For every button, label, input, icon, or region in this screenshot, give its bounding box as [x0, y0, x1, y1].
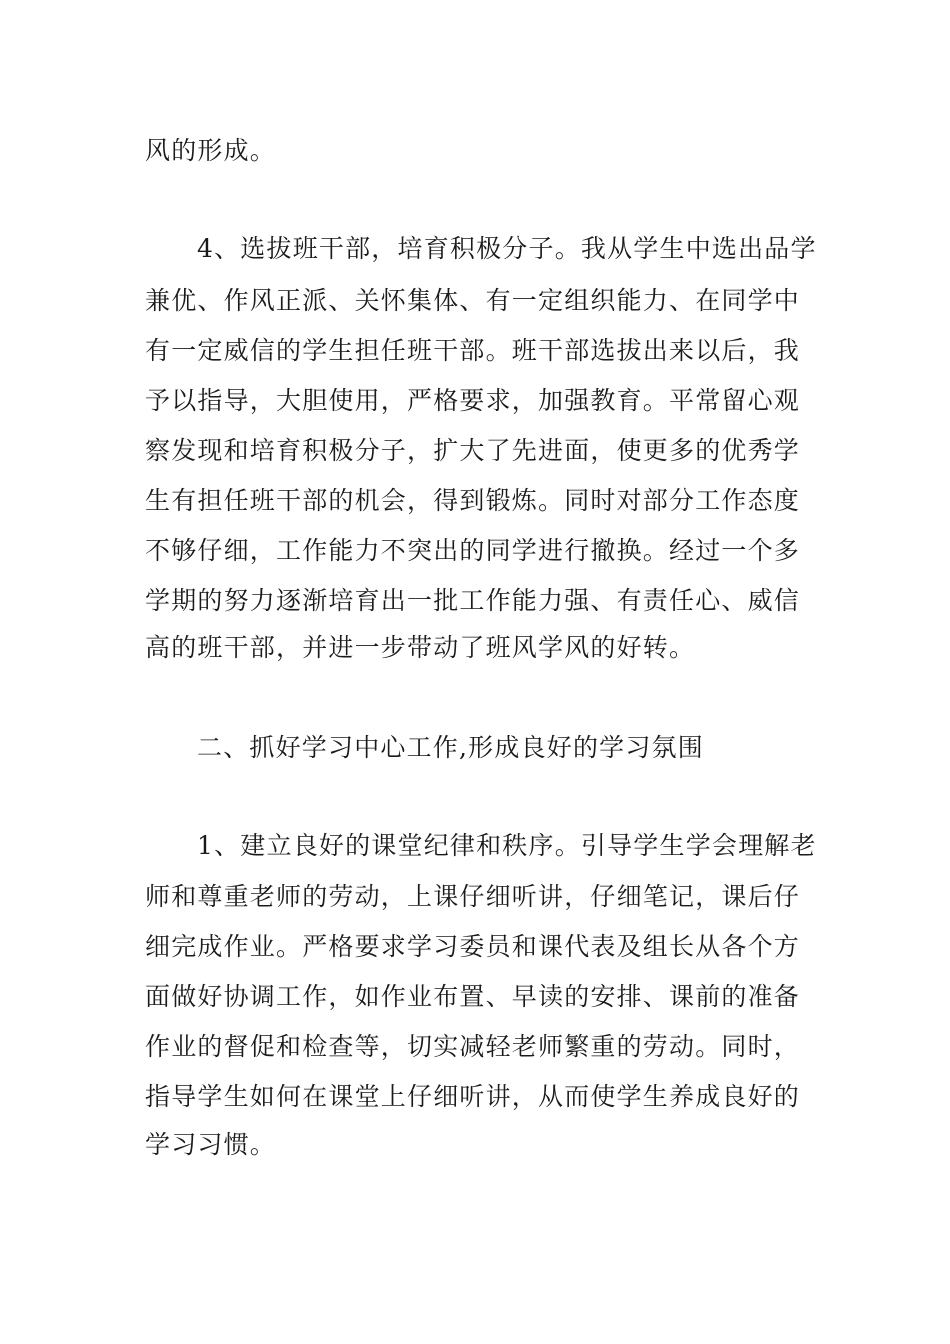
paragraph-3-line-4: 面做好协调工作，如作业布置、早读的安排、课前的准备 [145, 982, 801, 1011]
section-heading: 二、抓好学习中心工作,形成良好的学习氛围 [197, 733, 704, 762]
paragraph-2-line-8: 学期的努力逐渐培育出一批工作能力强、有责任心、威信 [145, 586, 801, 615]
paragraph-2-line-6: 生有担任班干部的机会，得到锻炼。同时对部分工作态度 [145, 486, 801, 515]
paragraph-2-line-4: 予以指导，大胆使用，严格要求，加强教育。平常留心观 [145, 386, 801, 415]
paragraph-3-line-2: 师和尊重老师的劳动，上课仔细听讲，仔细笔记，课后仔 [145, 882, 801, 911]
paragraph-2-line-5: 察发现和培育积极分子，扩大了先进面，使更多的优秀学 [145, 436, 801, 465]
paragraph-3-line-5: 作业的督促和检查等，切实减轻老师繁重的劳动。同时， [145, 1032, 801, 1061]
paragraph-2-line-7: 不够仔细，工作能力不突出的同学进行撤换。经过一个多 [145, 536, 801, 565]
paragraph-3-line-7: 学习习惯。 [145, 1130, 277, 1159]
paragraph-3-line-6: 指导学生如何在课堂上仔细听讲，从而使学生养成良好的 [145, 1082, 801, 1111]
paragraph-2-line-2: 兼优、作风正派、关怀集体、有一定组织能力、在同学中 [145, 286, 801, 315]
paragraph-1-line-1: 风的形成。 [145, 136, 277, 165]
paragraph-3-line-1: 1、建立良好的课堂纪律和秩序。引导学生学会理解老 [197, 831, 817, 860]
paragraph-2-line-3: 有一定威信的学生担任班干部。班干部选拔出来以后，我 [145, 336, 801, 365]
paragraph-3-line-3: 细完成作业。严格要求学习委员和课代表及组长从各个方 [145, 932, 801, 961]
paragraph-2-line-1: 4、选拔班干部，培育积极分子。我从学生中选出品学 [197, 234, 817, 263]
paragraph-2-line-9: 高的班干部，并进一步带动了班风学风的好转。 [145, 633, 696, 662]
